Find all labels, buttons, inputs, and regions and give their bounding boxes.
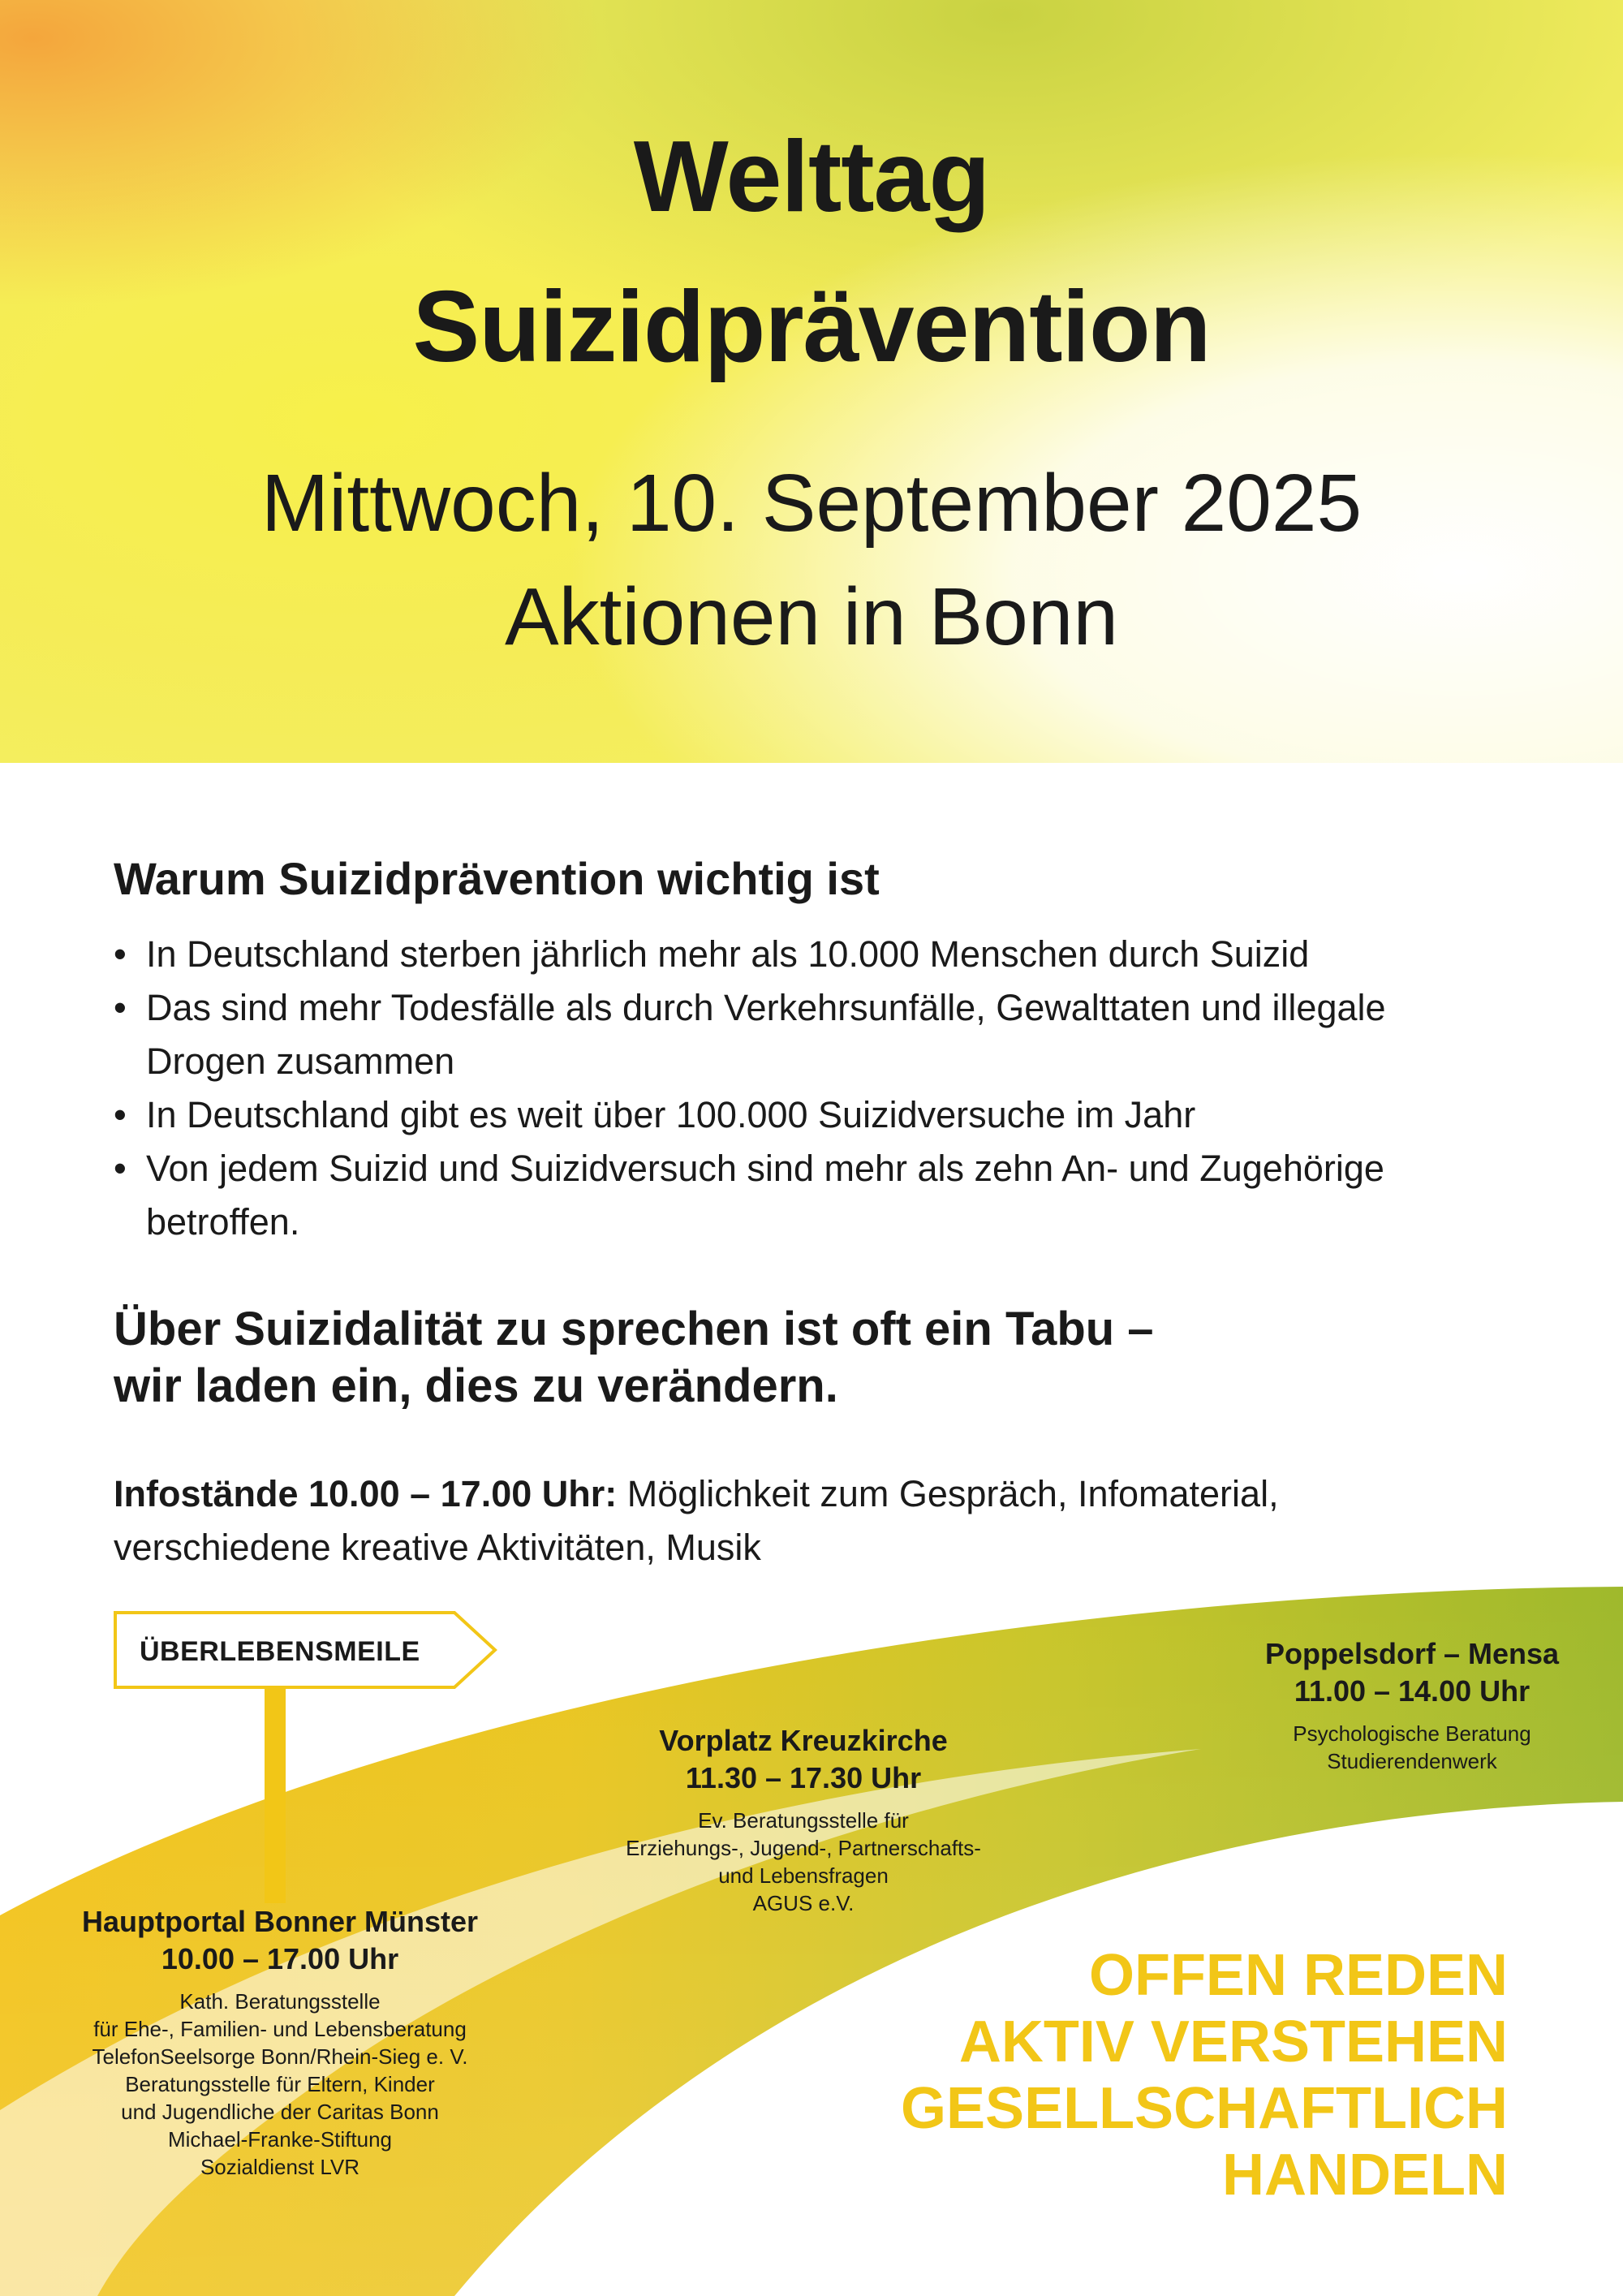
org-line: Erziehungs-, Jugend-, Partnerschafts- [626, 1836, 981, 1860]
location-time: 10.00 – 17.00 Uhr [161, 1942, 399, 1975]
slogan-line: HANDELN [1222, 2143, 1508, 2208]
location-name: Vorplatz Kreuzkirche [659, 1724, 948, 1757]
org-line: und Jugendliche der Caritas Bonn [121, 2100, 439, 2124]
title-line-2: Suizidprävention [412, 271, 1211, 383]
location-orgs [1217, 1720, 1607, 1775]
location-name: Poppelsdorf – Mensa [1264, 1637, 1560, 1670]
location-time: 11.00 – 14.00 Uhr [1294, 1674, 1530, 1708]
tabu-line-1: Über Suizidalität zu sprechen ist oft ein Tabu – [114, 1303, 1154, 1355]
org-line: Michael-Franke-Stiftung [168, 2127, 392, 2152]
slogan-line: OFFEN REDEN [1088, 1943, 1508, 2008]
org-line: Kath. Beratungsstelle [179, 1989, 381, 2014]
why-heading: Warum Suizidprävention wichtig ist [114, 853, 880, 904]
location-time: 11.30 – 17.30 Uhr [685, 1761, 922, 1794]
slogan-line: AKTIV VERSTEHEN [958, 2010, 1508, 2074]
title-line-1: Welttag [633, 121, 990, 233]
fact-item: • Das sind mehr Todesfälle als durch Verkehrsunfälle, Gewalttaten und illegale Drogen zusammen [114, 981, 1461, 1088]
location-kreuzkirche [568, 1722, 1039, 1917]
slogan-line: GESELLSCHAFTLICH [901, 2076, 1508, 2141]
fact-item: • In Deutschland gibt es weit über 100.000 Suizidversuche im Jahr [114, 1088, 1542, 1142]
org-line: Psychologische Beratung [1293, 1721, 1531, 1746]
fact-item: • In Deutschland sterben jährlich mehr als 10.000 Menschen durch Suizid [114, 928, 1542, 981]
org-line: AGUS e.V. [752, 1891, 855, 1915]
org-line: Beratungsstelle für Eltern, Kinder [125, 2072, 435, 2096]
org-line: Ev. Beratungsstelle für [698, 1808, 909, 1833]
org-line: und Lebensfragen [718, 1863, 889, 1888]
event-date: Mittwoch, 10. September 2025 [260, 458, 1363, 549]
tabu-line-2: wir laden ein, dies zu verändern. [114, 1359, 838, 1412]
fact-item: • Von jedem Suizid und Suizidversuch sind mehr als zehn An- und Zugehörige betroffen. [114, 1142, 1542, 1249]
location-orgs [568, 1807, 1039, 1917]
org-line: Sozialdienst LVR [200, 2155, 360, 2179]
slogan [901, 1942, 1508, 2208]
event-subtitle: Aktionen in Bonn [504, 571, 1119, 662]
location-name: Hauptportal Bonner Münster [81, 1905, 478, 1938]
signpost-label: ÜBERLEBENSMEILE [140, 1636, 420, 1667]
org-line: für Ehe-, Familien- und Lebensberatung [93, 2017, 467, 2041]
info-stands-text: Möglichkeit zum Gespräch, Infomaterial, verschiedene kreative Aktivitäten, Musik [114, 1473, 1279, 1568]
location-muenster [53, 1903, 507, 2181]
facts-list [114, 928, 1542, 1249]
tabu-statement [114, 1301, 1154, 1415]
org-line: Studierendenwerk [1327, 1749, 1497, 1773]
location-poppelsdorf [1217, 1635, 1607, 1775]
info-stands-label: Infostände 10.00 – 17.00 Uhr: [114, 1473, 618, 1514]
location-orgs [53, 1988, 507, 2181]
org-line: TelefonSeelsorge Bonn/Rhein-Sieg e. V. [92, 2044, 468, 2069]
